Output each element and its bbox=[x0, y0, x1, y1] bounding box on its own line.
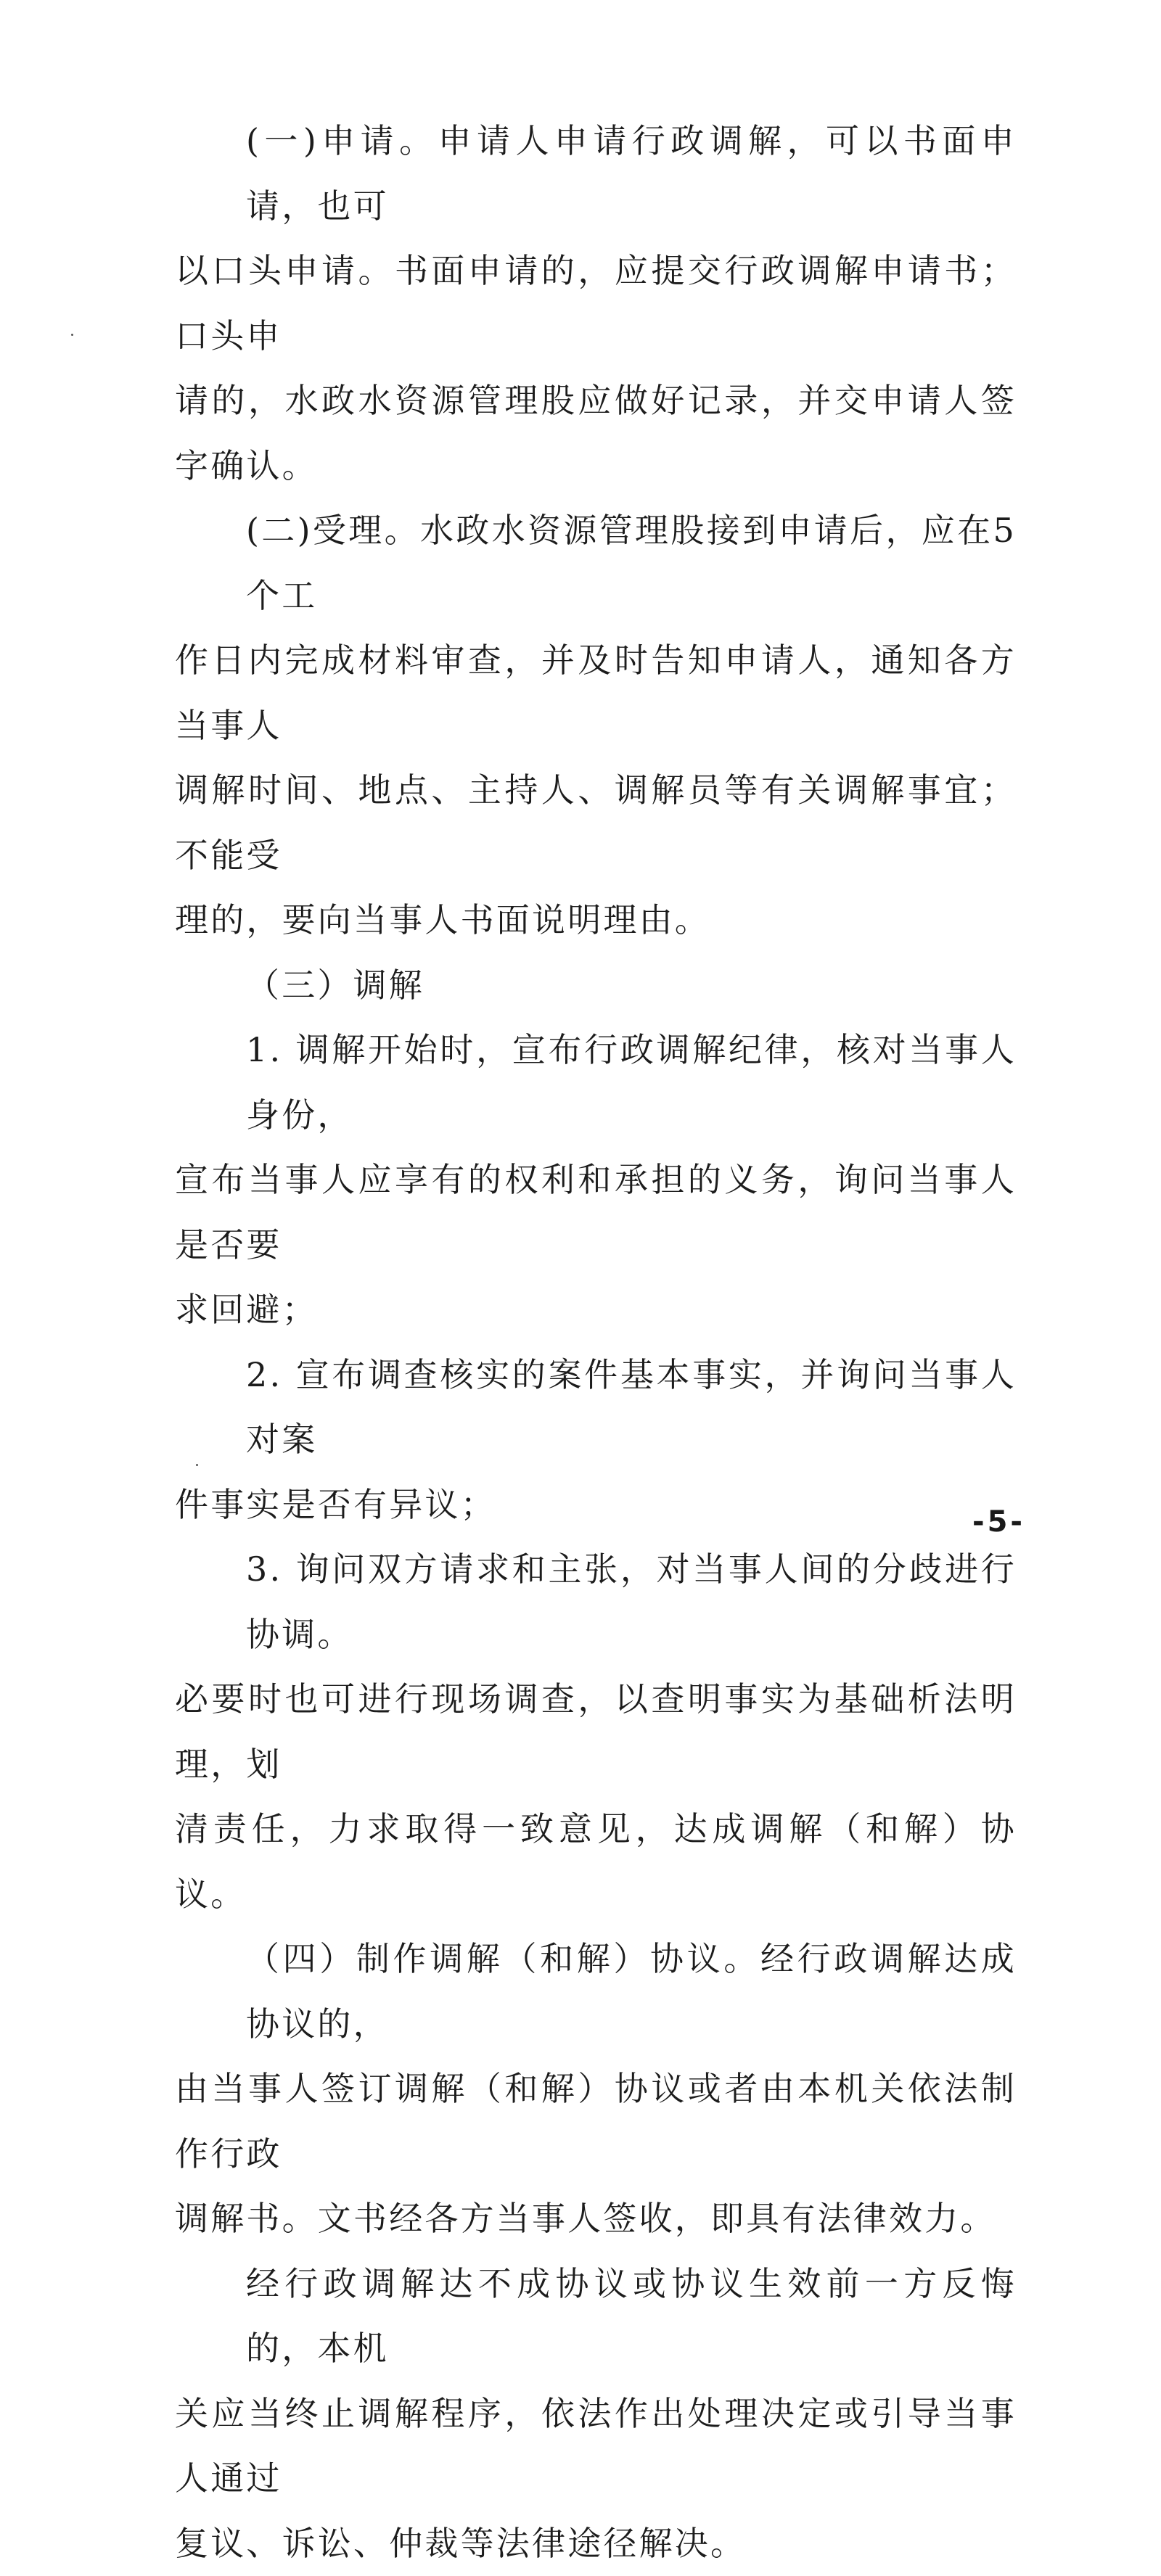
text-line: 以口头申请。书面申请的，应提交行政调解申请书；口头申 bbox=[175, 239, 1017, 369]
paragraph-item-3 bbox=[175, 1537, 1017, 1927]
paragraph-acceptance bbox=[175, 498, 1017, 953]
text-line: 经行政调解达不成协议或协议生效前一方反悔的，本机 bbox=[175, 2252, 1017, 2382]
paragraph-application bbox=[175, 109, 1017, 498]
text-line: 复议、诉讼、仲裁等法律途径解决。 bbox=[175, 2511, 1017, 2576]
text-line: 调解书。文书经各方当事人签收，即具有法律效力。 bbox=[175, 2186, 1017, 2252]
text-line: 请的，水政水资源管理股应做好记录，并交申请人签字确认。 bbox=[175, 369, 1017, 498]
paragraph-item-1 bbox=[175, 1018, 1017, 1343]
paragraph-agreement bbox=[175, 1927, 1017, 2252]
text-line: 宣布当事人应享有的权利和承担的义务，询问当事人是否要 bbox=[175, 1148, 1017, 1277]
scan-speck bbox=[196, 1464, 198, 1466]
page-number: -5- bbox=[972, 1505, 1025, 1539]
text-line: 调解时间、地点、主持人、调解员等有关调解事宜；不能受 bbox=[175, 758, 1017, 888]
paragraph-item-2 bbox=[175, 1343, 1017, 1538]
section-heading-mediation bbox=[175, 953, 1017, 1019]
text-line: 作日内完成材料审查，并及时告知申请人，通知各方当事人 bbox=[175, 628, 1017, 758]
scan-speck bbox=[71, 334, 73, 336]
text-line: 关应当终止调解程序，依法作出处理决定或引导当事人通过 bbox=[175, 2382, 1017, 2511]
text-line: 由当事人签订调解（和解）协议或者由本机关依法制作行政 bbox=[175, 2057, 1017, 2186]
text-line: (一)申请。申请人申请行政调解，可以书面申请，也可 bbox=[175, 109, 1017, 239]
text-line: 清责任，力求取得一致意见，达成调解（和解）协议。 bbox=[175, 1797, 1017, 1927]
text-line: 3. 询问双方请求和主张，对当事人间的分歧进行协调。 bbox=[175, 1537, 1017, 1667]
text-line: (二)受理。水政水资源管理股接到申请后，应在5个工 bbox=[175, 498, 1017, 628]
text-line: （三）调解 bbox=[175, 953, 1017, 1019]
text-line: 求回避； bbox=[175, 1277, 1017, 1343]
paragraph-termination bbox=[175, 2252, 1017, 2576]
text-line: 件事实是否有异议； bbox=[175, 1473, 1017, 1538]
text-line: 2. 宣布调查核实的案件基本事实，并询问当事人对案 bbox=[175, 1343, 1017, 1473]
text-line: 理的，要向当事人书面说明理由。 bbox=[175, 888, 1017, 953]
text-line: （四）制作调解（和解）协议。经行政调解达成协议的， bbox=[175, 1927, 1017, 2057]
text-line: 必要时也可进行现场调查，以查明事实为基础析法明理，划 bbox=[175, 1667, 1017, 1797]
document-body bbox=[175, 109, 1017, 2576]
text-line: 1. 调解开始时，宣布行政调解纪律，核对当事人身份， bbox=[175, 1018, 1017, 1148]
